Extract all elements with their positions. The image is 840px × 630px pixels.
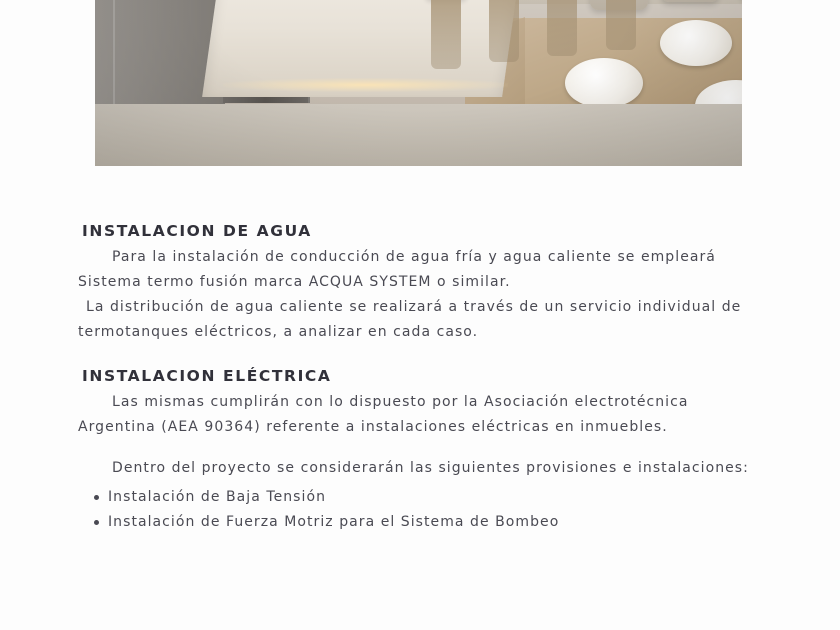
paragraph-agua-2: La distribución de agua caliente se realizará a través de un servicio individual de termotanques eléctricos, a analizar en cada caso.	[78, 299, 742, 340]
provisions-list	[78, 485, 768, 535]
kitchen-dining-render	[95, 0, 742, 166]
paragraph-spacer	[78, 440, 768, 456]
paragraph-agua-1: Para la instalación de conducción de agua fría y agua caliente se empleará Sistema termo fusión marca ACQUA SYSTEM o similar.	[78, 249, 716, 290]
paragraph-electrica-1: Las mismas cumplirán con lo dispuesto por la Asociación electrotécnica Argentina (AEA 90364) referente a instalaciones eléctricas en inmuebles.	[78, 394, 689, 435]
section-heading-electrica: INSTALACION ELÉCTRICA	[82, 367, 332, 385]
render-image	[95, 0, 742, 166]
image-vignette	[95, 0, 742, 166]
paragraph-electrica-2: Dentro del proyecto se considerarán las siguientes provisiones e instalaciones:	[112, 460, 749, 476]
list-item: Instalación de Baja Tensión	[108, 485, 768, 510]
list-item: Instalación de Fuerza Motriz para el Sistema de Bombeo	[108, 510, 768, 535]
document-body	[78, 222, 768, 535]
section-heading-agua: INSTALACION DE AGUA	[82, 222, 312, 240]
